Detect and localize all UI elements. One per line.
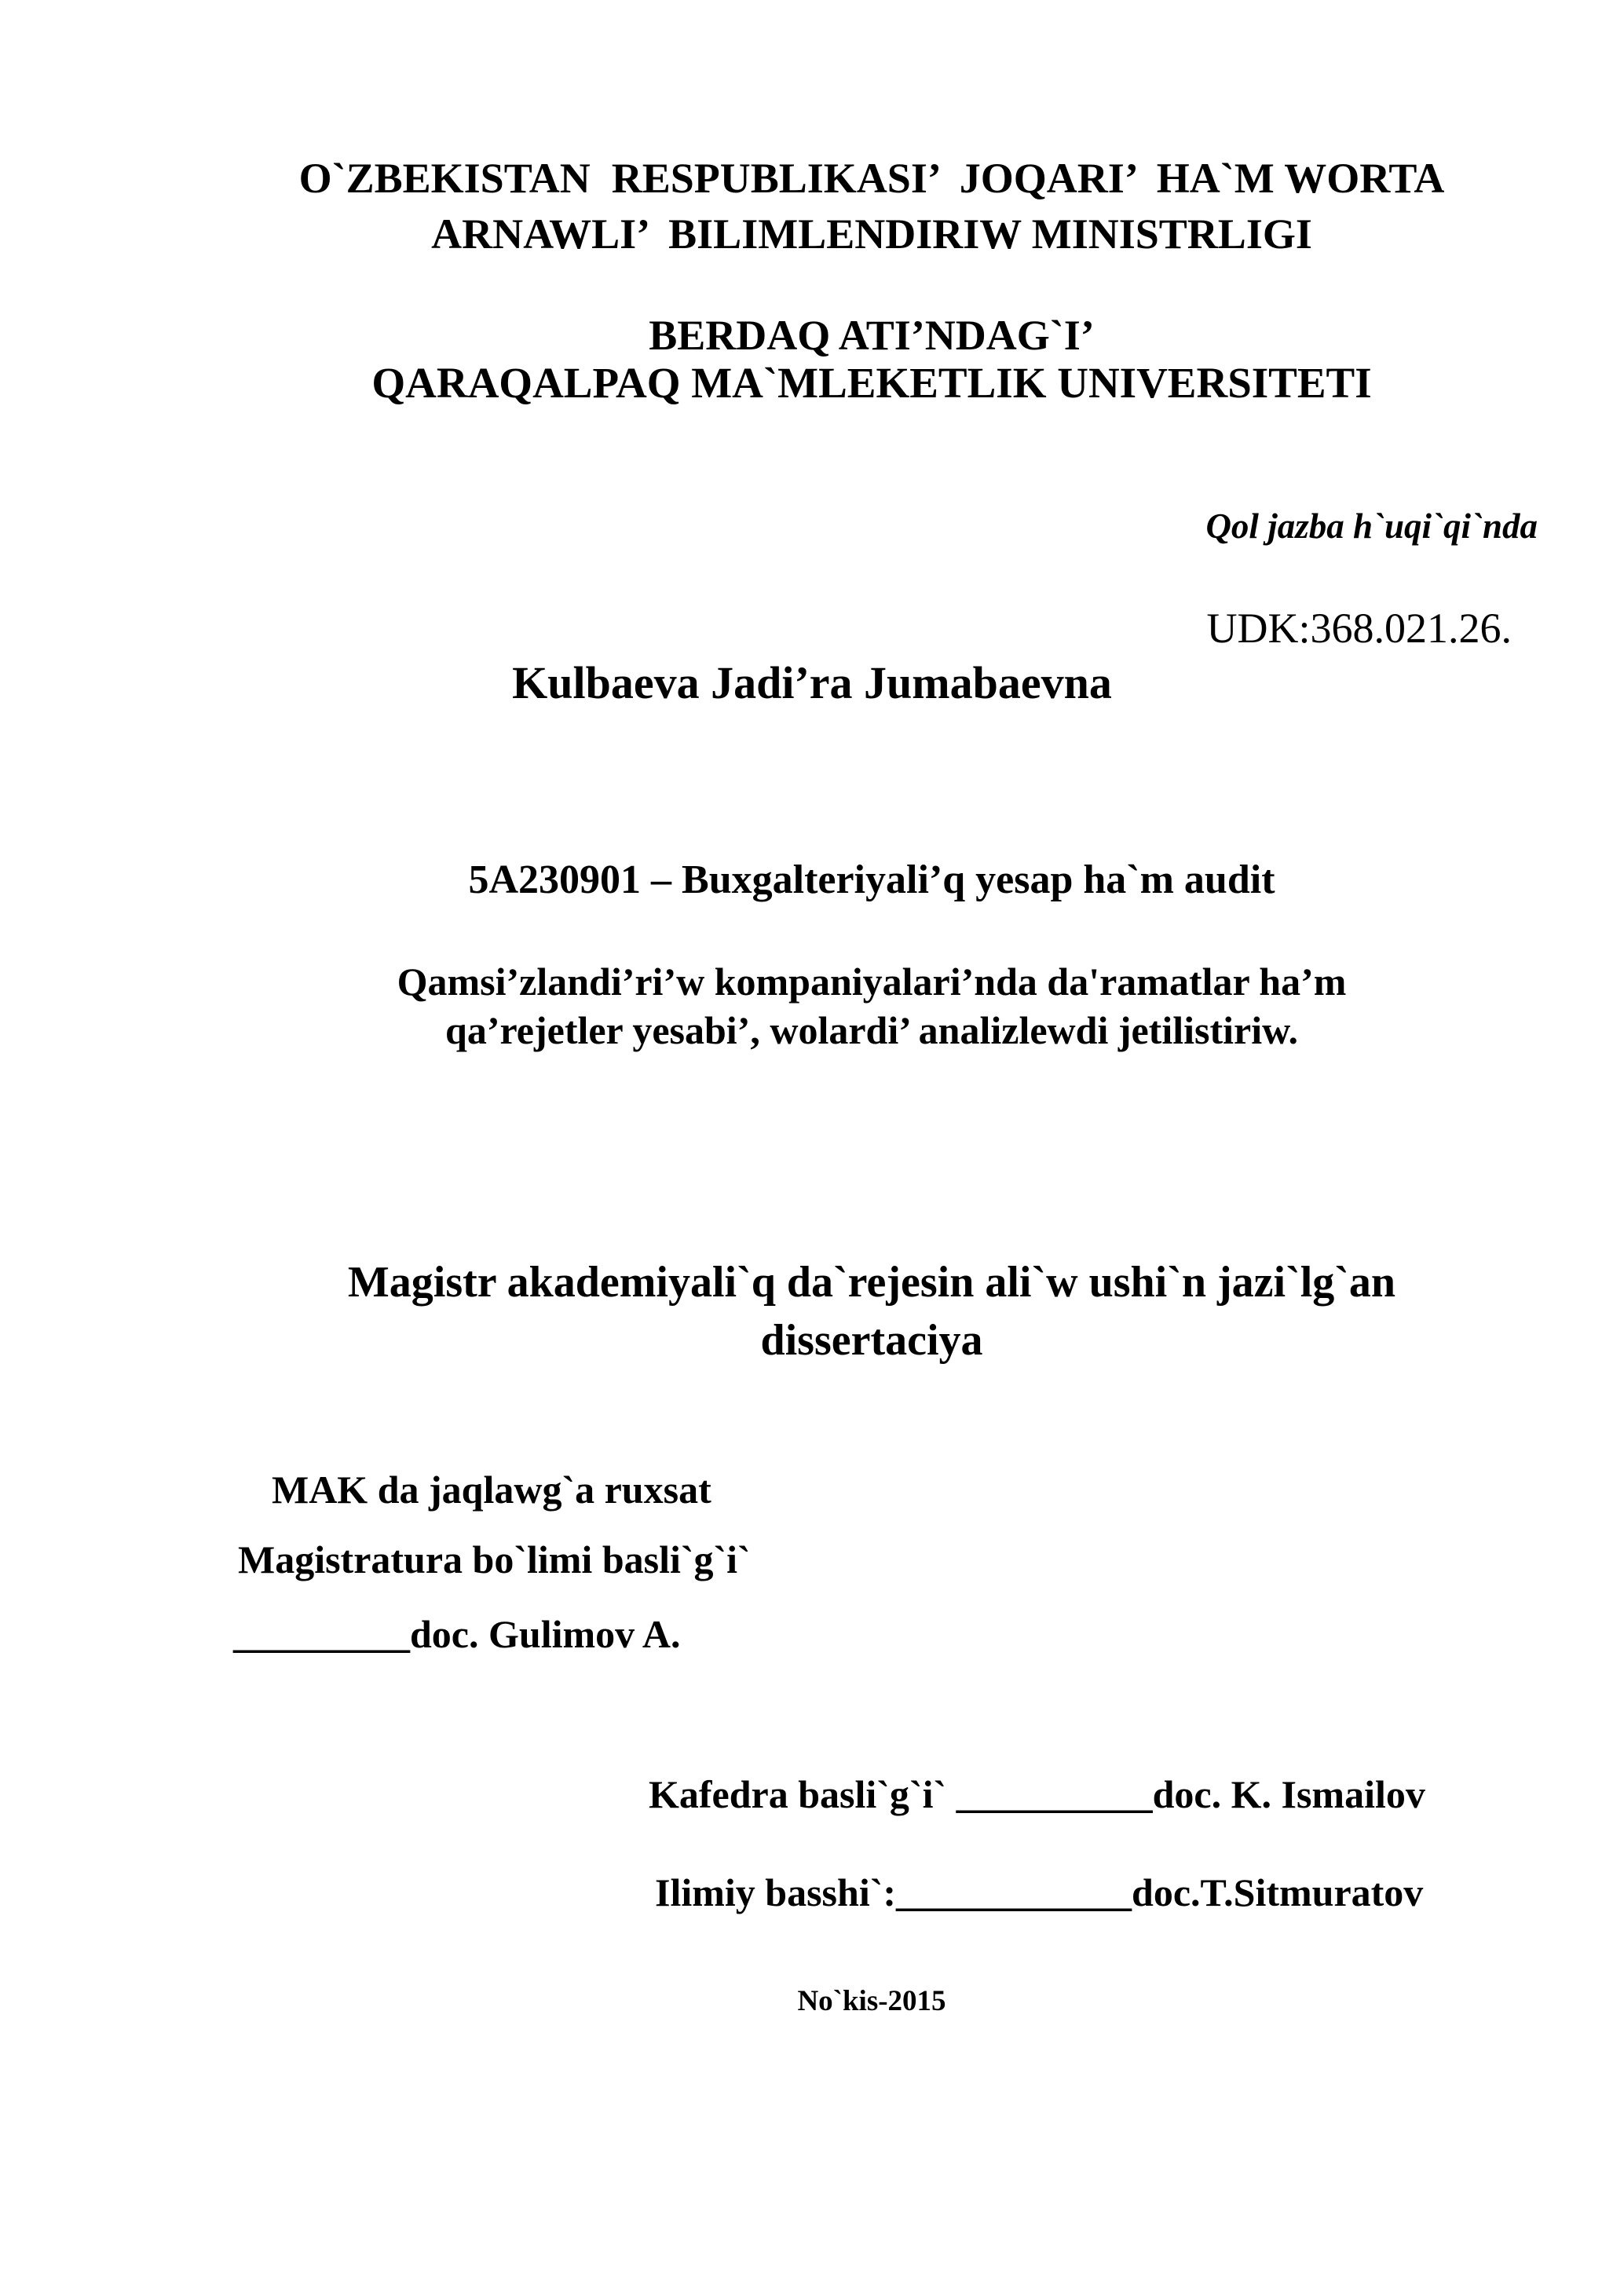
author-name: Kulbaeva Jadi’ra Jumabaevna bbox=[512, 657, 1112, 708]
magistratura-head-signature-line: _________doc. Gulimov A. bbox=[233, 1612, 681, 1656]
magistratura-head-title: Magistratura bo`limi basli`g`i` bbox=[238, 1537, 751, 1581]
manuscript-rights-note: Qol jazba h`uqi`qi`nda bbox=[1205, 506, 1538, 546]
city-and-year: No`kis-2015 bbox=[797, 1985, 946, 2017]
department-head-signature-line: Kafedra basli`g`i` __________doc. K. Ismailov bbox=[649, 1772, 1425, 1816]
udk-classification-number: UDK:368.021.26. bbox=[1206, 605, 1512, 652]
mak-permission-note: MAK da jaqlawg`a ruxsat bbox=[272, 1468, 711, 1512]
thesis-topic-line2: qa’rejetler yesabi’, wolardi’ analizlewdi jetilistiriw. bbox=[445, 1008, 1298, 1052]
thesis-topic-line1: Qamsi’zlandi’ri’w kompaniyalari’nda da'ramatlar ha’m bbox=[397, 960, 1347, 1004]
thesis-type-line1: Magistr akademiyali`q da`rejesin ali`w ushi`n jazi`lg`an bbox=[347, 1258, 1396, 1307]
thesis-type-line2: dissertaciya bbox=[760, 1316, 983, 1365]
specialty-code-title: 5A230901 – Buxgalteriyali’q yesap ha`m audit bbox=[468, 857, 1275, 902]
ministry-header-line1: O`ZBEKISTAN RESPUBLIKASI’ JOQARI’ HA`M WORTA bbox=[298, 155, 1445, 202]
university-name-line1: BERDAQ ATI’NDAG`I’ bbox=[649, 312, 1095, 359]
scientific-advisor-signature-line: Ilimiy basshi`:____________doc.T.Sitmuratov bbox=[655, 1870, 1424, 1914]
ministry-header-line2: ARNAWLI’ BILIMLENDIRIW MINISTRLIGI bbox=[431, 210, 1312, 258]
university-name-line2: QARAQALPAQ MA`MLEKETLIK UNIVERSITETI bbox=[371, 359, 1372, 407]
